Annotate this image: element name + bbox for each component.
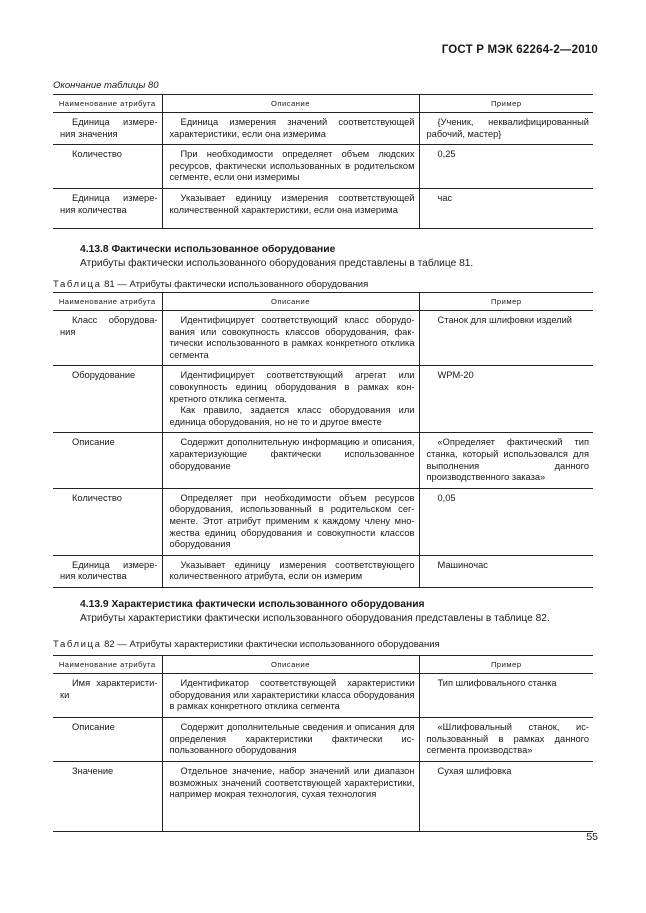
attribute-description: Единица измерения значений соответствующей характеристики, если она измерима — [162, 113, 419, 145]
column-header-example: Пример — [419, 95, 593, 113]
table-row — [53, 718, 593, 762]
attribute-example: Машиночас — [419, 555, 593, 587]
table-row — [53, 674, 593, 718]
column-header-name: Наименование атрибута — [53, 293, 162, 311]
column-header-name: Наименование атрибута — [53, 656, 162, 674]
table-81-caption: Таблица 81 — Атрибуты фактически использованного оборудования — [53, 279, 369, 290]
attribute-description: Идентифицирует соответствующий класс оборудования или совокупность классов оборудования, фактически использованного в рамках конкретного отклика сегмента — [162, 311, 419, 366]
attribute-name: Количество — [53, 145, 162, 189]
table-82-caption: Таблица 82 — Атрибуты характеристики фактически использованного оборудования — [53, 639, 440, 650]
attribute-example: Станок для шлифовки изделий — [419, 311, 593, 366]
attribute-example: Тип шлифовального станка — [419, 674, 593, 718]
section-4139-text: Атрибуты характеристики фактически использованного оборудования представлены в таблице 82. — [80, 613, 550, 624]
table-row — [53, 762, 593, 832]
table-82 — [53, 655, 593, 832]
attribute-name: Имя характеристики — [53, 674, 162, 718]
column-header-description: Описание — [162, 95, 419, 113]
table-81 — [53, 292, 593, 588]
attribute-name: Единица измерения количества — [53, 189, 162, 229]
attribute-description: Содержит дополнительную информацию и описания, характеризующие фактически использованное оборудование — [162, 433, 419, 488]
column-header-description: Описание — [162, 293, 419, 311]
attribute-description: Отдельное значение, набор значений или диапазон возможных значений соответствующей характеристики, например мокрая технология, сухая технология — [162, 762, 419, 832]
table-row — [53, 311, 593, 366]
column-header-example: Пример — [419, 293, 593, 311]
attribute-description: Указывает единицу измерения соответствующего количественного атрибута, если он измерим — [162, 555, 419, 587]
attribute-name: Класс оборудования — [53, 311, 162, 366]
attribute-example: «Шлифовальный станок, использованный в рамках данного сегмента производства» — [419, 718, 593, 762]
page-number: 55 — [586, 831, 598, 843]
attribute-name: Количество — [53, 488, 162, 555]
attribute-description: При необходимости определяет объем людских ресурсов, фактически использованных в родительском сегменте, если они измеримы — [162, 145, 419, 189]
table-row — [53, 113, 593, 145]
attribute-example: {Ученик, неквалифицированный рабочий, мастер} — [419, 113, 593, 145]
column-header-name: Наименование атрибута — [53, 95, 162, 113]
table-row — [53, 488, 593, 555]
attribute-name: Единица измерения количества — [53, 555, 162, 587]
attribute-name: Описание — [53, 718, 162, 762]
table-row — [53, 366, 593, 433]
attribute-description: Идентифицирует соответствующий агрегат или совокупность единиц оборудования в рамках конкретного отклика сегмента. Как правило, задается класс оборудования или единица оборудования, но не то и другое вместе — [162, 366, 419, 433]
section-4139-heading: 4.13.9 Характеристика фактически использованного оборудования — [80, 599, 425, 610]
column-header-description: Описание — [162, 656, 419, 674]
table-row — [53, 189, 593, 229]
attribute-description: Указывает единицу измерения соответствующей количественной характеристики, если она измерима — [162, 189, 419, 229]
attribute-name: Оборудование — [53, 366, 162, 433]
attribute-example: WPM-20 — [419, 366, 593, 433]
table-row — [53, 145, 593, 189]
attribute-example: 0,25 — [419, 145, 593, 189]
table-80-end — [53, 94, 593, 229]
table-row — [53, 433, 593, 488]
table-80-caption: Окончание таблицы 80 — [53, 80, 159, 91]
attribute-name: Описание — [53, 433, 162, 488]
attribute-name: Значение — [53, 762, 162, 832]
attribute-description: Определяет при необходимости объем ресурсов оборудования, использованный в родительском сегменте. Этот атрибут применим к каждому члену множества единиц оборудования и совокупности классов оборудования — [162, 488, 419, 555]
attribute-example: 0,05 — [419, 488, 593, 555]
standard-number: ГОСТ Р МЭК 62264-2—2010 — [441, 44, 598, 56]
column-header-example: Пример — [419, 656, 593, 674]
attribute-description: Содержит дополнительные сведения и описания для определения характеристики фактически использованного оборудования — [162, 718, 419, 762]
attribute-example: Сухая шлифовка — [419, 762, 593, 832]
attribute-example: час — [419, 189, 593, 229]
attribute-example: «Определяет фактический тип станка, который использовался для выполнения данного производственного заказа» — [419, 433, 593, 488]
attribute-description: Идентификатор соответствующей характеристики оборудования или характеристики класса оборудования в рамках конкретного отклика сегмента — [162, 674, 419, 718]
section-4138-text: Атрибуты фактически использованного оборудования представлены в таблице 81. — [80, 258, 474, 269]
section-4138-heading: 4.13.8 Фактически использованное оборудование — [80, 244, 336, 255]
table-row — [53, 555, 593, 587]
attribute-name: Единица измерения значения — [53, 113, 162, 145]
